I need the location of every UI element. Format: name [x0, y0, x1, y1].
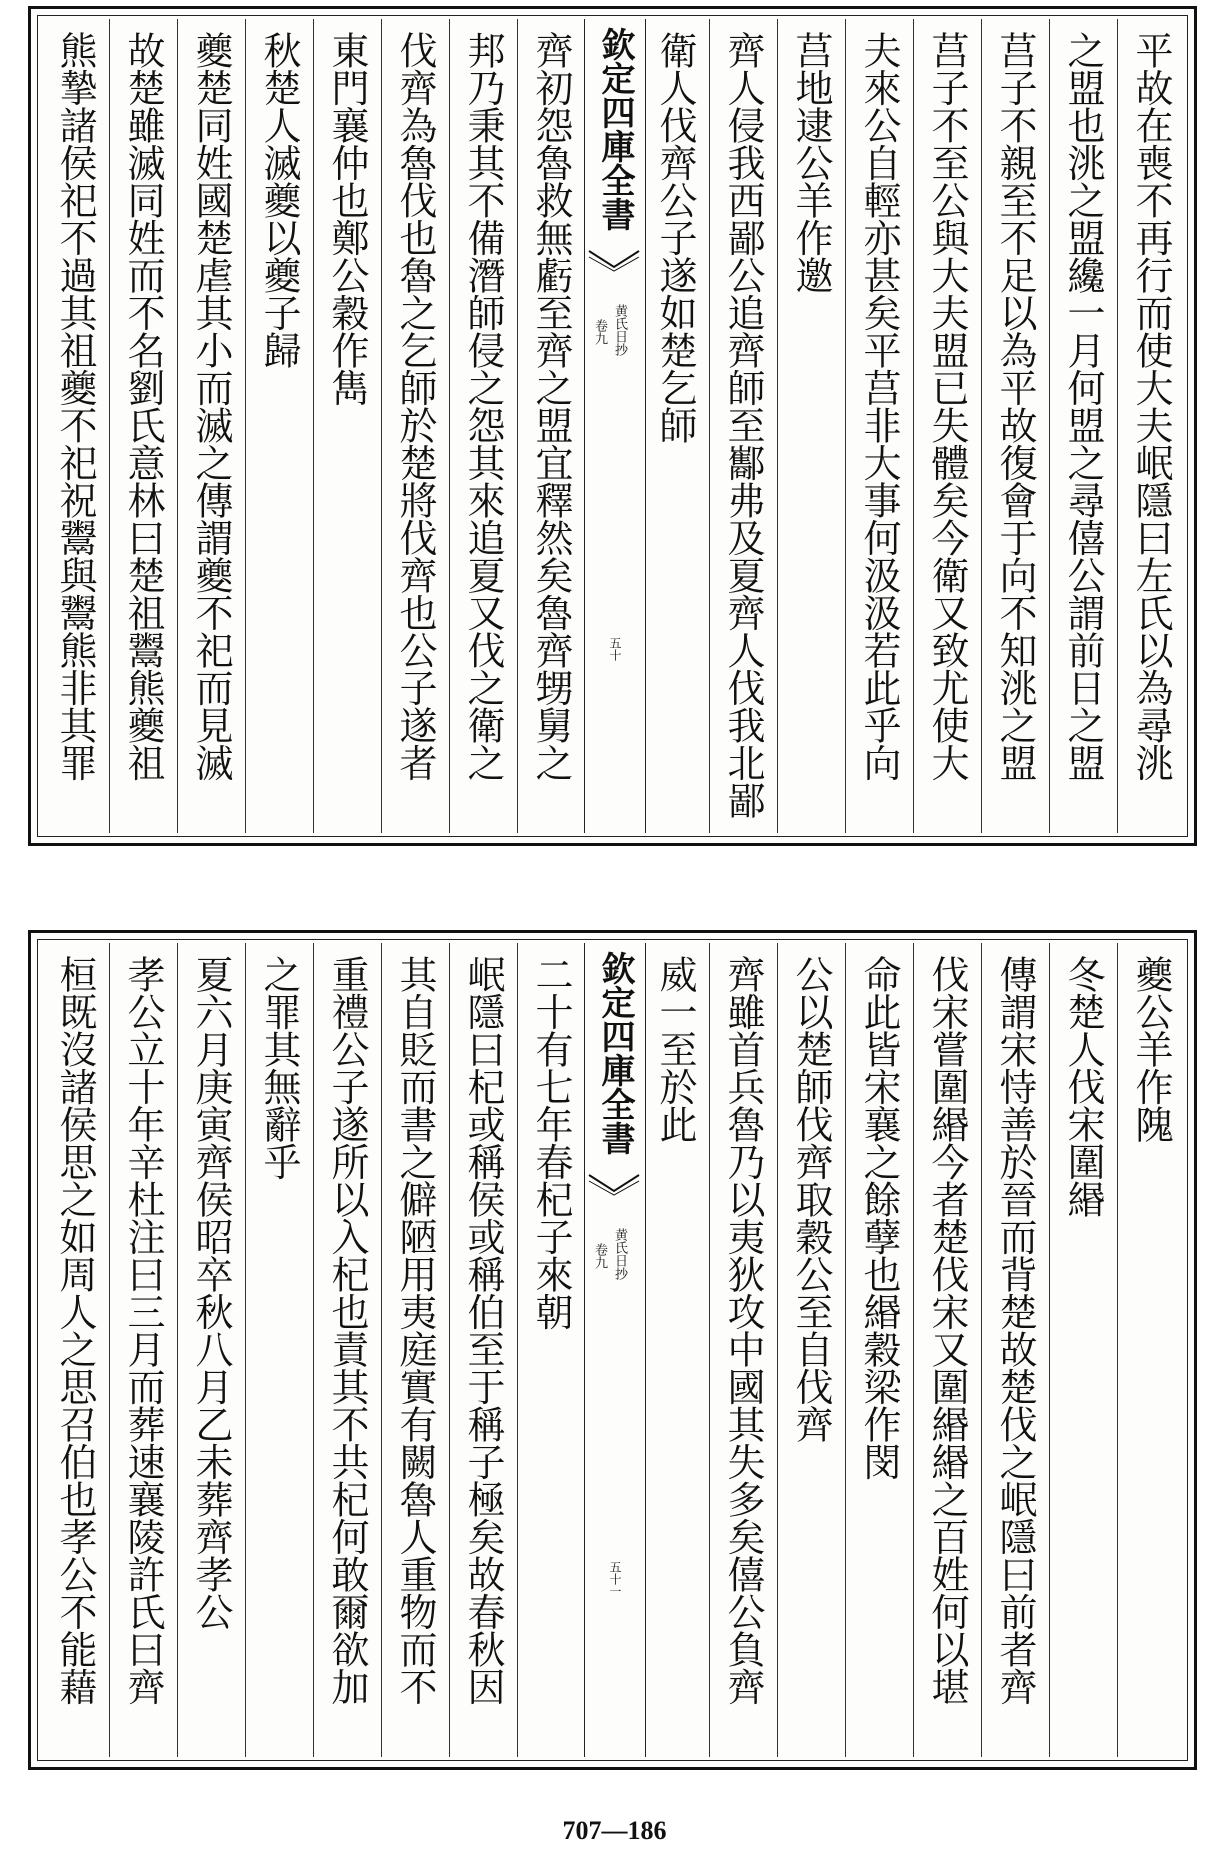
leaf-number: 五十: [608, 637, 622, 661]
column-rule: [981, 19, 982, 833]
text-column: 命此皆宋襄之餘孽也緡穀梁作閔: [857, 955, 901, 1480]
text-column: 夫來公自輕亦甚矣平莒非大事何汲汲若此乎向: [857, 31, 901, 781]
column-rule: [313, 943, 314, 1757]
column-rule: [449, 19, 450, 833]
fish-tail-mark: [587, 249, 641, 273]
column-rule: [109, 19, 110, 833]
volume-label: 卷九: [592, 1243, 607, 1269]
text-column: 傳謂宋恃善於晉而背楚故楚伐之岷隱曰前者齊: [993, 955, 1037, 1705]
text-column: 莒子不親至不足以為平故復會于向不知洮之盟: [993, 31, 1037, 781]
column-rule: [709, 943, 710, 1757]
column-rule: [177, 19, 178, 833]
text-column: 伐齊為魯伐也魯之乞師於楚將伐齊也公子遂者: [393, 31, 437, 781]
leaf-number: 五十一: [608, 1561, 622, 1597]
column-rule: [177, 943, 178, 1757]
column-rule: [517, 943, 518, 1757]
column-rule: [245, 943, 246, 1757]
column-rule: [845, 19, 846, 833]
center-fold-column: [584, 19, 646, 833]
text-column: 其自貶而書之僻陋用夷庭實有闕魯人重物而不: [393, 955, 437, 1705]
source-title: 黄氏日抄: [612, 304, 627, 356]
column-rule: [381, 943, 382, 1757]
text-column: 齊初怨魯救無虧至齊之盟宜釋然矣魯齊甥舅之: [529, 31, 573, 781]
book-title: 欽定四庫全書: [595, 27, 635, 231]
text-column: 故楚雖滅同姓而不名劉氏意林曰楚祖鬻熊夔祖: [121, 31, 165, 781]
column-rule: [1049, 19, 1050, 833]
text-column: 伐宋嘗圍緡今者楚伐宋又圍緡緡之百姓何以堪: [925, 955, 969, 1705]
column-rule: [845, 943, 846, 1757]
text-column: 夔楚同姓國楚虐其小而滅之傳謂夔不祀而見滅: [189, 31, 233, 781]
text-column: 二十有七年春杞子來朝: [529, 955, 573, 1330]
text-column: 齊人侵我西鄙公追齊師至酅弗及夏齊人伐我北鄙: [721, 31, 765, 819]
lower-page: [28, 930, 1197, 1770]
column-rule: [981, 943, 982, 1757]
text-column: 莒地逮公羊作邀: [789, 31, 833, 294]
text-column: 夔公羊作隗: [1129, 955, 1173, 1143]
text-column: 熊摯諸侯祀不過其祖夔不祀祝鬻與鬻熊非其罪: [53, 31, 97, 781]
column-rule: [517, 19, 518, 833]
column-rule: [777, 19, 778, 833]
text-column: 夏六月庚寅齊侯昭卒秋八月乙未葬齊孝公: [189, 955, 233, 1630]
column-rule: [709, 19, 710, 833]
upper-page: [28, 6, 1197, 846]
volume-label: 卷九: [592, 319, 607, 345]
column-rule: [313, 19, 314, 833]
text-column: 冬楚人伐宋圍緡: [1061, 955, 1105, 1218]
text-column: 孝公立十年辛杜注曰三月而葬速襄陵許氏曰齊: [121, 955, 165, 1705]
source-title: 黄氏日抄: [612, 1228, 627, 1280]
text-column: 莒子不至公與大夫盟已失體矣今衛又致尤使大: [925, 31, 969, 781]
text-column: 威一至於此: [653, 955, 697, 1143]
text-column: 邦乃秉其不備潛師侵之怨其來追夏又伐之衛之: [461, 31, 505, 781]
column-rule: [449, 943, 450, 1757]
text-column: 之盟也洮之盟纔一月何盟之尋僖公謂前日之盟: [1061, 31, 1105, 781]
text-column: 重禮公子遂所以入杞也責其不共杞何敢爾欲加: [325, 955, 369, 1705]
text-column: 桓既沒諸侯思之如周人之思召伯也孝公不能藉: [53, 955, 97, 1705]
text-column: 東門襄仲也鄭公穀作雋: [325, 31, 369, 406]
column-rule: [1049, 943, 1050, 1757]
text-column: 秋楚人滅夔以夔子歸: [257, 31, 301, 369]
fish-tail-mark: [587, 1173, 641, 1197]
text-column: 岷隱曰杞或稱侯或稱伯至于稱子極矣故春秋因: [461, 955, 505, 1705]
text-column: 衛人伐齊公子遂如楚乞師: [653, 31, 697, 444]
book-title: 欽定四庫全書: [595, 951, 635, 1155]
text-column: 齊雖首兵魯乃以夷狄攻中國其失多矣僖公負齊: [721, 955, 765, 1705]
column-rule: [1117, 19, 1118, 833]
center-fold-column: [584, 943, 646, 1757]
column-rule: [777, 943, 778, 1757]
column-rule: [913, 943, 914, 1757]
text-column: 平故在喪不再行而使大夫岷隱曰左氏以為尋洮: [1129, 31, 1173, 781]
column-rule: [245, 19, 246, 833]
column-rule: [381, 19, 382, 833]
text-column: 之罪其無辭乎: [257, 955, 301, 1180]
column-rule: [109, 943, 110, 1757]
column-rule: [1117, 943, 1118, 1757]
page-number: 707—186: [562, 1816, 667, 1845]
column-rule: [913, 19, 914, 833]
text-column: 公以楚師伐齊取穀公至自伐齊: [789, 955, 833, 1443]
